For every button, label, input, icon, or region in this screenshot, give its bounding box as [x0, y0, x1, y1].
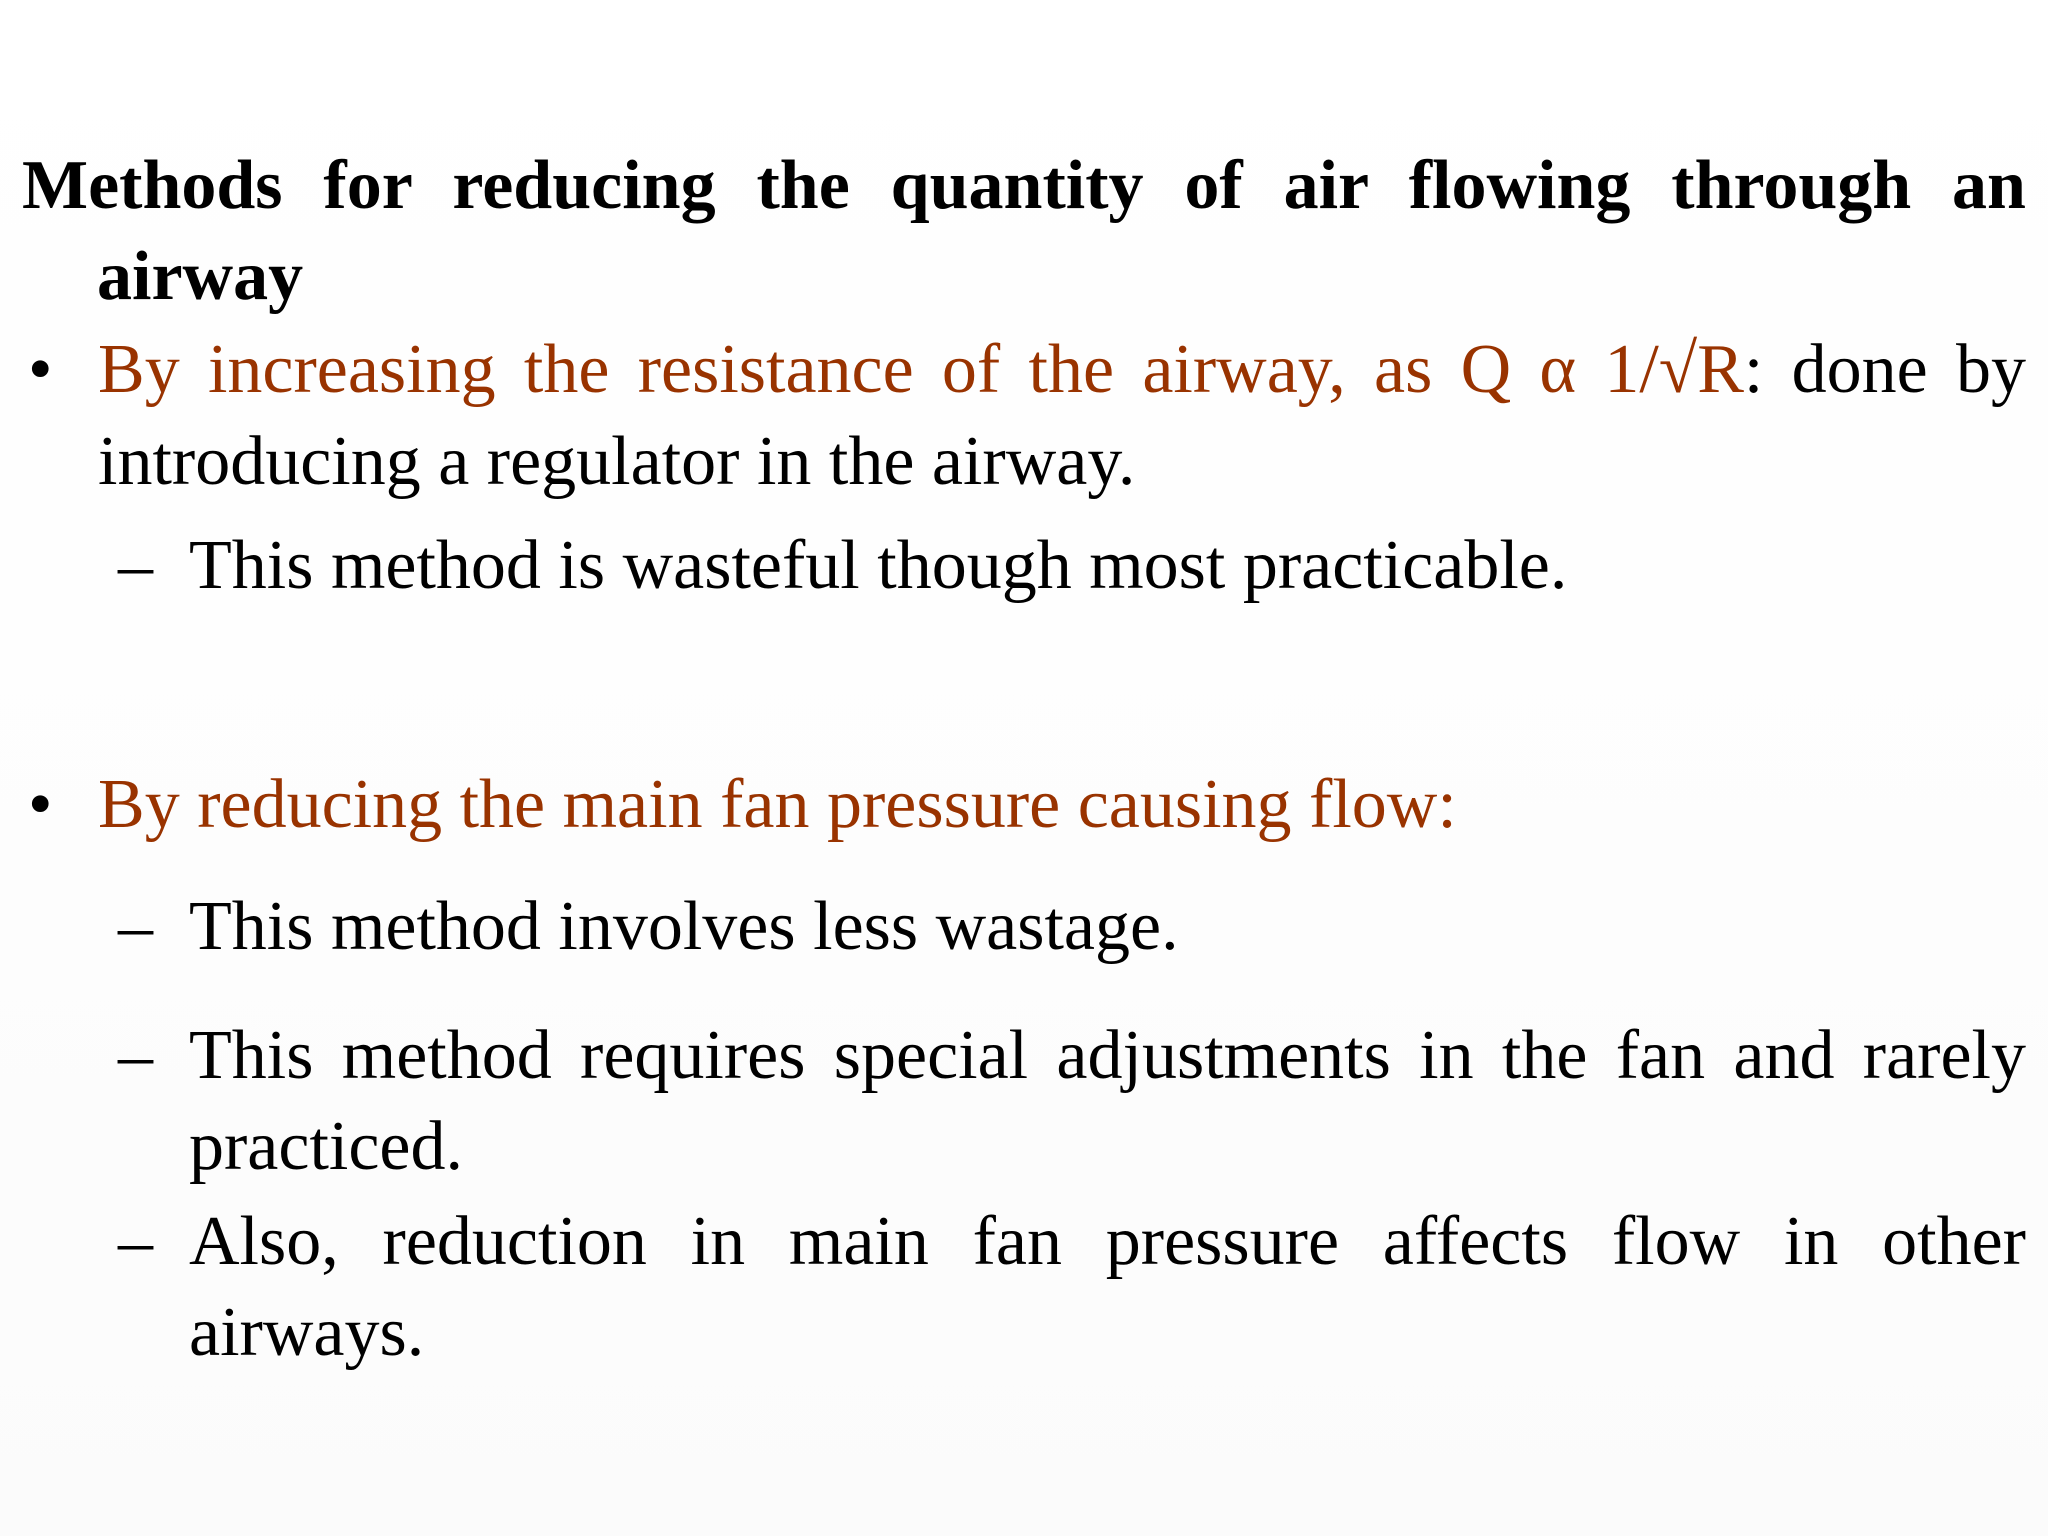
bullet-lead-text: By increasing the resistance of the airway, as Q α 1/√R: [98, 331, 1744, 408]
sub-bullet-marker: –: [118, 1203, 153, 1280]
bullet-item: [22, 324, 2026, 508]
bullet-marker: •: [28, 331, 53, 408]
sub-bullet-text: This method is wasteful though most practicable.: [189, 527, 1568, 604]
sub-bullet-text: This method involves less wastage.: [189, 888, 1179, 965]
slide-heading: Methods for reducing the quantity of air flowing through an airway: [22, 147, 2026, 315]
sub-bullet-text: Also, reduction in main fan pressure affects flow in other airways.: [189, 1203, 2026, 1371]
bullet-item: [22, 759, 2026, 851]
slide-text-box: [22, 140, 2026, 1378]
bullet-rest-text: : done by introducing a regulator in the airway.: [98, 331, 2026, 500]
bullet-lead-text: By reducing the main fan pressure causing flow:: [98, 766, 1457, 843]
sub-bullet-text: This method requires special adjustments in the fan and rarely practiced.: [189, 1017, 2026, 1185]
sub-bullet-item: [22, 520, 2026, 611]
sub-bullet-marker: –: [118, 527, 153, 604]
sub-bullet-marker: –: [118, 1017, 153, 1094]
sub-bullet-item: [22, 1010, 2026, 1192]
sub-bullet-item: [22, 1196, 2026, 1378]
sub-bullet-item: [22, 881, 2026, 972]
bullet-marker: •: [28, 766, 53, 843]
sub-bullet-marker: –: [118, 888, 153, 965]
